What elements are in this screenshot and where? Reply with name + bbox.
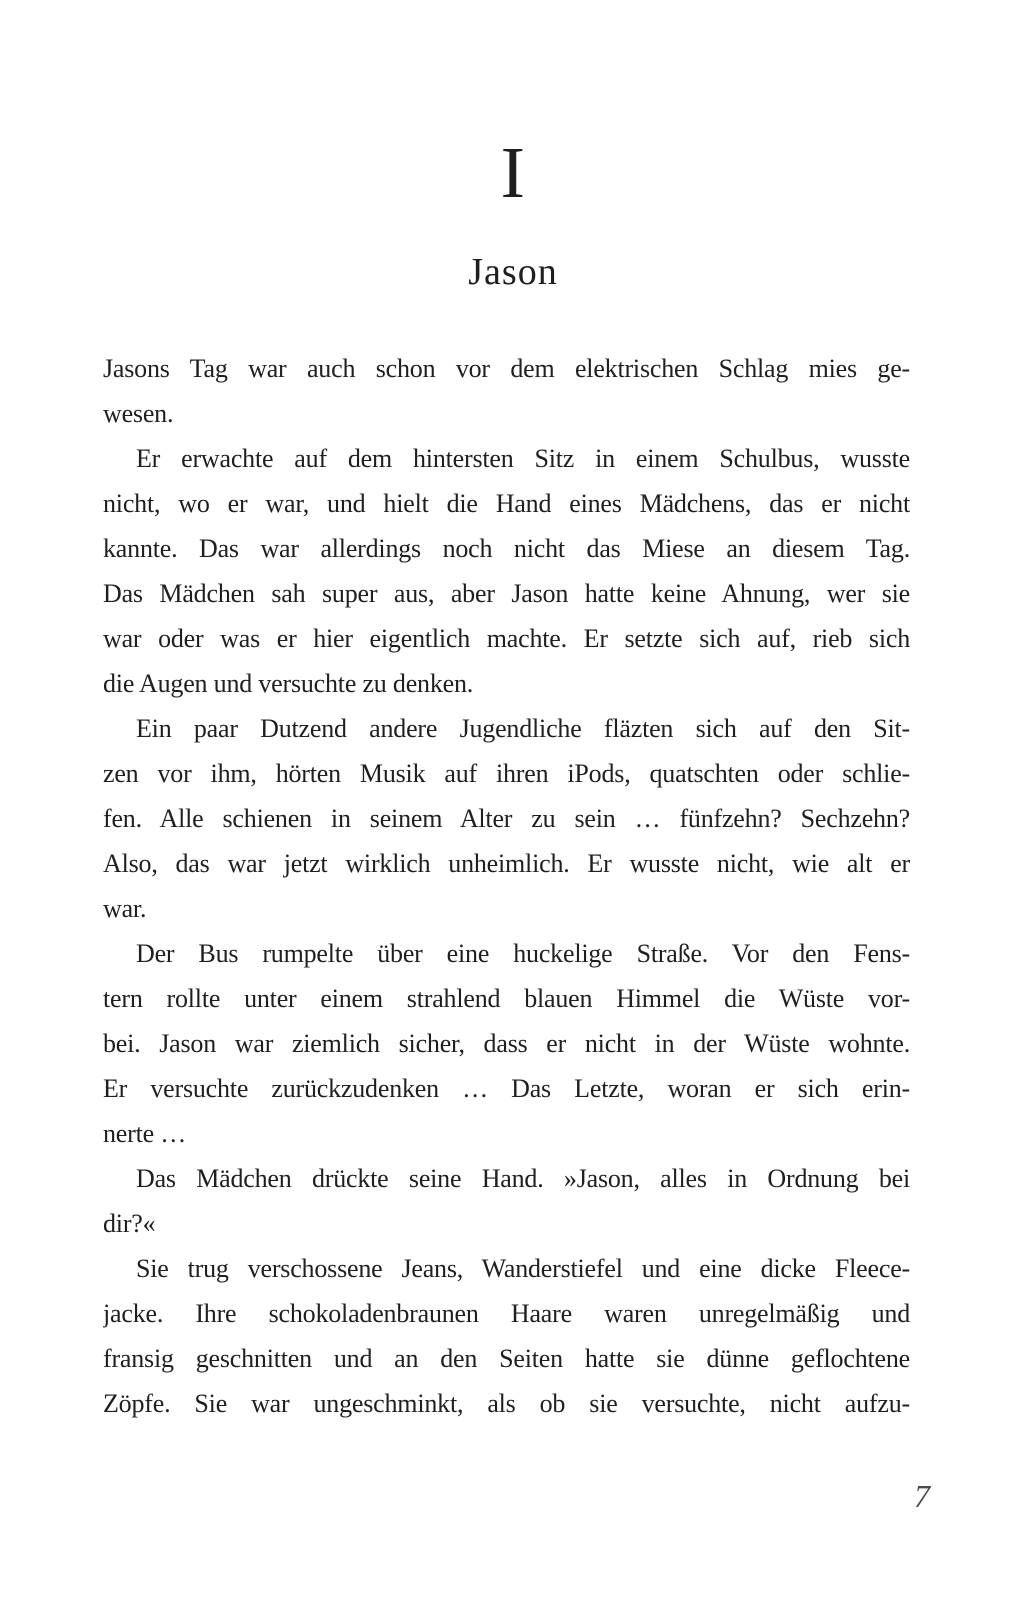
body-text bbox=[103, 346, 910, 1426]
text-line: Das Mädchen sah super aus, aber Jason hatte keine Ahnung, wer sie bbox=[103, 579, 910, 608]
chapter-number: I bbox=[500, 132, 526, 213]
text-line: die Augen und versuchte zu denken. bbox=[103, 669, 474, 698]
text-line: nerte … bbox=[103, 1119, 187, 1148]
page-number: 7 bbox=[914, 1478, 930, 1514]
text-line: nicht, wo er war, und hielt die Hand eines Mädchens, das er nicht bbox=[103, 489, 910, 518]
text-line: Er erwachte auf dem hintersten Sitz in einem Schulbus, wusste bbox=[136, 444, 910, 473]
text-line: fen. Alle schienen in seinem Alter zu sein … fünfzehn? Sechzehn? bbox=[103, 804, 910, 833]
text-line: jacke. Ihre schokoladenbraunen Haare waren unregelmäßig und bbox=[103, 1299, 910, 1328]
text-line: Also, das war jetzt wirklich unheimlich. Er wusste nicht, wie alt er bbox=[103, 849, 910, 878]
text-line: Sie trug verschossene Jeans, Wanderstiefel und eine dicke Fleece- bbox=[136, 1254, 910, 1283]
text-line: war. bbox=[103, 894, 147, 923]
text-line: zen vor ihm, hörten Musik auf ihren iPods, quatschten oder schlie- bbox=[103, 759, 910, 788]
chapter-title: Jason bbox=[468, 251, 558, 293]
text-line: wesen. bbox=[103, 399, 174, 428]
text-line: Er versuchte zurückzudenken … Das Letzte, woran er sich erin- bbox=[103, 1074, 910, 1103]
text-line: Der Bus rumpelte über eine huckelige Straße. Vor den Fens- bbox=[136, 939, 910, 968]
text-line: fransig geschnitten und an den Seiten hatte sie dünne geflochtene bbox=[103, 1344, 910, 1373]
text-line: tern rollte unter einem strahlend blauen Himmel die Wüste vor- bbox=[103, 984, 910, 1013]
text-line: kannte. Das war allerdings noch nicht das Miese an diesem Tag. bbox=[103, 534, 910, 563]
text-line: Ein paar Dutzend andere Jugendliche fläzten sich auf den Sit- bbox=[136, 714, 910, 743]
text-line: Jasons Tag war auch schon vor dem elektrischen Schlag mies ge- bbox=[103, 354, 910, 383]
text-line: Das Mädchen drückte seine Hand. »Jason, alles in Ordnung bei bbox=[136, 1164, 910, 1193]
text-line: dir?« bbox=[103, 1209, 156, 1238]
text-line: bei. Jason war ziemlich sicher, dass er nicht in der Wüste wohnte. bbox=[103, 1029, 910, 1058]
text-line: Zöpfe. Sie war ungeschminkt, als ob sie versuchte, nicht aufzu- bbox=[103, 1389, 910, 1418]
text-line: war oder was er hier eigentlich machte. Er setzte sich auf, rieb sich bbox=[103, 624, 910, 653]
